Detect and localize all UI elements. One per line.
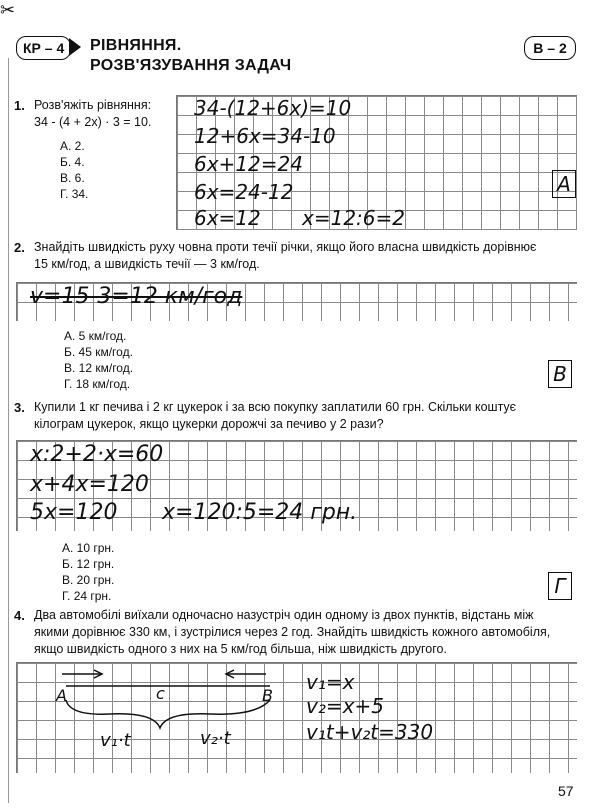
q3-work-line2: x+4x=120 — [30, 472, 149, 497]
q1-options — [60, 138, 88, 202]
q4-brace — [66, 700, 270, 728]
q2-number: 2. — [14, 240, 25, 255]
q3-text-line2: кілограм цукерок, якщо цукерки дорожчі за печиво у 2 рази? — [34, 417, 384, 431]
q3-option-d[interactable]: Г. 24 грн. — [62, 589, 112, 603]
q1-work-line3: 6x+12=24 — [194, 152, 303, 176]
page-title — [90, 36, 291, 76]
q1-option-d[interactable]: Г. 34. — [60, 187, 89, 201]
q4-number: 4. — [14, 608, 25, 623]
title-line-2: РОЗВ'ЯЗУВАННЯ ЗАДАЧ — [90, 57, 292, 74]
scissors-icon: ✂ — [0, 0, 16, 21]
q1-work-line1: 34-(12+6x)=10 — [194, 96, 352, 120]
q4-point-b: B — [262, 686, 273, 705]
q1-work-line4: 6x=24-12 — [194, 180, 294, 204]
q1-work-line2: 12+6x=34-10 — [194, 124, 336, 148]
page-number: 57 — [558, 783, 574, 799]
q2-text — [34, 239, 584, 273]
q3-text — [34, 399, 584, 433]
q1-number: 1. — [14, 98, 25, 113]
q4-point-c: c — [156, 684, 165, 703]
q3-answer-box[interactable]: Г — [548, 572, 572, 600]
q4-diagram — [30, 664, 300, 764]
q2-option-a[interactable]: А. 5 км/год. — [64, 329, 127, 343]
q4-text-line2: якими дорівнює 330 км, і зустрілися через 2 год. Знайдіть швидкість кожного автомобіля, — [34, 625, 551, 639]
variant-badge: В – 2 — [524, 36, 576, 60]
q1-text-line1: Розв'яжіть рівняння: — [34, 98, 152, 112]
q2-text-line2: 15 км/год, а швидкість течії — 3 км/год. — [34, 257, 260, 271]
q1-work-line6: x=12:6=2 — [302, 206, 405, 230]
q3-work-line3: 5x=120 — [30, 500, 118, 525]
q3-option-c[interactable]: В. 20 грн. — [62, 573, 115, 587]
cut-line — [8, 58, 9, 803]
q2-option-d[interactable]: Г. 18 км/год. — [64, 377, 131, 391]
q3-options — [62, 540, 114, 604]
q1-text-line2: 34 - (4 + 2x) · 3 = 10. — [34, 115, 152, 129]
q4-text-line1: Два автомобілі виїхали одночасно назустріч один одному із двох пунктів, відстань між — [34, 608, 534, 622]
q1-answer-box[interactable]: А — [552, 170, 576, 198]
q2-work-line1: v=15-3=12 км/год — [30, 284, 243, 309]
q1-option-c[interactable]: В. 6. — [60, 171, 85, 185]
q2-option-b[interactable]: Б. 45 км/год. — [64, 345, 133, 359]
q4-work-line1: v₁=x — [306, 670, 355, 694]
q4-work-line2: v₂=x+5 — [306, 694, 384, 718]
q1-text — [34, 97, 174, 131]
q4-segment-1-label: v₁·t — [100, 730, 131, 751]
q4-segment-2-label: v₂·t — [200, 728, 231, 749]
q1-work-line5: 6x=12 — [194, 206, 261, 230]
q4-point-a: A — [56, 686, 67, 705]
q3-text-line1: Купили 1 кг печива і 2 кг цукерок і за всю покупку заплатили 60 грн. Скільки коштує — [34, 400, 517, 414]
q2-option-c[interactable]: В. 12 км/год. — [64, 361, 134, 375]
q3-work-line4: x=120:5=24 грн. — [162, 500, 358, 525]
q3-number: 3. — [14, 400, 25, 415]
badge-arrow-icon — [69, 38, 81, 56]
q4-text-line3: якщо швидкість одного з них на 5 км/год більша, ніж швидкість другого. — [34, 642, 447, 656]
q3-option-b[interactable]: Б. 12 грн. — [62, 557, 115, 571]
title-line-1: РІВНЯННЯ. — [90, 37, 182, 54]
q2-options — [64, 328, 133, 392]
q4-work-line3: v₁t+v₂t=330 — [306, 720, 434, 744]
q3-work-line1: x:2+2·x=60 — [30, 442, 164, 467]
q2-answer-box[interactable]: В — [548, 360, 572, 388]
q1-option-a[interactable]: А. 2. — [60, 139, 85, 153]
q3-option-a[interactable]: А. 10 грн. — [62, 541, 115, 555]
q2-text-line1: Знайдіть швидкість руху човна проти течії річки, якщо його власна швидкість дорівнює — [34, 240, 537, 254]
test-badge: КР – 4 — [16, 36, 71, 60]
q1-option-b[interactable]: Б. 4. — [60, 155, 85, 169]
q4-text — [34, 607, 594, 658]
